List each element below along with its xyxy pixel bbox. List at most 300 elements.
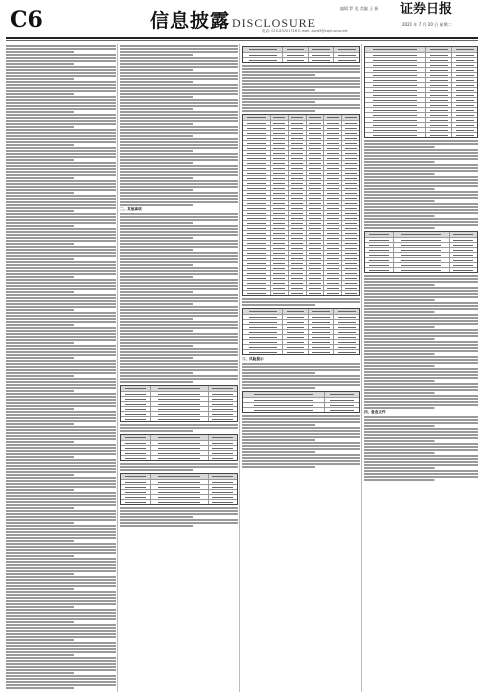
table-cell [306,151,324,155]
text-line [120,351,238,353]
text-line [364,296,478,298]
text-line [364,221,478,223]
table-row [365,252,477,257]
data-table [242,391,360,413]
text-line [364,338,478,340]
table-cell [341,266,359,270]
text-line [6,78,116,80]
text-line [6,582,116,584]
text-line [242,107,360,109]
text-line [6,45,116,47]
table-cell [270,161,288,165]
table-cell [323,241,341,245]
text-line [6,351,116,353]
table-cell [306,276,324,280]
table-cell [288,281,306,285]
table-cell [243,315,282,319]
text-line [120,93,238,95]
section-title-cn: 信息披露 [150,10,231,32]
text-line [242,77,360,79]
table-cell [288,276,306,280]
text-line [242,445,360,447]
text-line [6,222,116,224]
text-line [120,198,238,200]
table-cell [243,47,282,52]
text-line [6,375,116,377]
text-line [6,243,116,245]
table-cell [365,253,393,257]
text-line [6,444,116,446]
text-line [6,111,116,113]
table-cell [451,103,477,107]
text-line [120,378,238,380]
table-cell [333,350,359,354]
table-cell [121,451,150,455]
table-cell [323,211,341,215]
table-cell [208,392,238,396]
table-cell [365,83,425,87]
table-row [243,245,359,250]
text-line [120,156,238,158]
text-line [120,234,238,236]
table-cell [288,131,306,135]
table-cell [243,392,324,397]
text-line [364,203,478,205]
table-row [243,125,359,130]
text-line [6,603,116,605]
table-cell [449,248,478,252]
text-line [120,291,238,293]
table-cell [150,412,208,416]
text-line [364,467,478,469]
text-line [364,419,478,421]
table-cell [341,181,359,185]
table-row [365,267,477,272]
text-line [6,627,116,629]
text-line [364,350,478,352]
text-line [120,366,238,368]
table-row [121,445,237,450]
text-line [6,381,116,383]
text-line [6,357,116,359]
text-line [6,201,116,203]
table-cell [308,340,334,344]
table-cell [323,126,341,130]
data-table [120,473,238,505]
text-line [120,315,238,317]
table-cell [243,340,282,344]
text-line [6,261,116,263]
text-line [120,469,238,471]
text-line [120,63,238,65]
text-line [120,84,238,86]
text-line [242,439,360,441]
text-line [120,348,238,350]
table-cell [208,441,238,445]
table-cell [306,201,324,205]
text-line [242,83,360,85]
text-line [6,507,116,509]
table-cell [393,253,449,257]
table-cell [365,133,425,137]
table-row [243,205,359,210]
text-line [120,105,238,107]
table-cell [306,291,324,295]
table-row [243,324,359,329]
section-heading: 二、其他事项 [120,207,142,211]
table-cell [341,121,359,125]
table-row [243,155,359,160]
table-cell [288,171,306,175]
text-line [242,442,360,444]
text-line [364,398,478,400]
text-line [6,651,116,653]
table-cell [425,83,451,87]
text-line [6,633,116,635]
text-line [364,224,478,226]
text-line [6,570,116,572]
table-cell [243,241,270,245]
table-cell [341,261,359,265]
text-line [6,564,116,566]
table-cell [243,115,270,120]
text-line [242,366,360,368]
text-line [6,63,116,65]
text-line [6,543,116,545]
table-cell [270,246,288,250]
table-cell [451,83,477,87]
table-cell [323,196,341,200]
text-line [120,228,238,230]
text-line [242,427,360,429]
table-cell [270,286,288,290]
text-line [120,288,238,290]
text-line [6,132,116,134]
table-cell [150,495,208,499]
column-divider [239,44,240,692]
table-row [243,220,359,225]
table-cell [288,136,306,140]
table-row [365,52,477,57]
text-line [6,138,116,140]
table-cell [270,121,288,125]
text-line [6,399,116,401]
table-row [243,185,359,190]
text-line [6,645,116,647]
table-cell [323,206,341,210]
table-cell [323,176,341,180]
table-row [121,484,237,489]
text-line [6,669,116,671]
masthead-rule-thin [6,40,478,41]
text-line [6,609,116,611]
table-cell [150,407,208,411]
text-line [364,407,478,409]
text-line [364,308,478,310]
text-line [6,510,116,512]
table-row [243,265,359,270]
text-line [120,66,238,68]
table-cell [208,446,238,450]
text-line [6,534,116,536]
table-cell [288,206,306,210]
text-line [120,201,238,203]
text-line [364,365,478,367]
text-line [120,186,238,188]
text-line [6,345,116,347]
text-line [6,309,116,311]
table-row [365,92,477,97]
table-cell [323,216,341,220]
text-line [6,144,116,146]
table-row [121,416,237,421]
table-cell [150,480,208,484]
text-line [6,51,116,53]
table-cell [243,216,270,220]
table-cell [306,281,324,285]
text-line [120,171,238,173]
table-cell [288,266,306,270]
table-cell [425,63,451,67]
table-row [243,210,359,215]
text-line [6,465,116,467]
table-row [243,160,359,165]
text-line [242,89,360,91]
text-line [364,143,478,145]
text-line [364,458,478,460]
table-cell [243,345,282,349]
table-cell [451,88,477,92]
text-line [6,123,116,125]
text-line [120,294,238,296]
table-cell [288,291,306,295]
text-line [120,267,238,269]
text-line [120,219,238,221]
column-divider [361,44,362,692]
text-line [120,312,238,314]
text-line [364,341,478,343]
text-line [364,395,478,397]
text-line [364,461,478,463]
table-cell [365,108,425,112]
table-cell [208,456,238,460]
text-line [364,464,478,466]
table-row [121,401,237,406]
table-cell [282,345,308,349]
data-table [242,46,360,63]
table-cell [365,78,425,82]
table-cell [323,276,341,280]
text-line [120,159,238,161]
text-line [364,293,478,295]
data-table [242,308,360,355]
text-line [6,147,116,149]
text-line [6,474,116,476]
table-cell [451,63,477,67]
table-row [243,309,359,314]
text-line [6,135,116,137]
data-table [120,385,238,422]
table-cell [451,98,477,102]
table-cell [270,126,288,130]
text-line [6,108,116,110]
text-line [6,408,116,410]
table-cell [288,161,306,165]
text-line [6,396,116,398]
text-line [364,335,478,337]
table-cell [308,53,334,57]
text-line [364,152,478,154]
text-line [6,228,116,230]
table-row [243,349,359,354]
table-cell [341,166,359,170]
text-line [242,430,360,432]
table-cell [243,398,324,402]
table-row [365,102,477,107]
table-cell [121,456,150,460]
table-row [365,132,477,137]
table-cell [365,128,425,132]
text-line [6,537,116,539]
text-line [6,648,116,650]
table-row [121,455,237,460]
text-line [364,431,478,433]
text-line [120,117,238,119]
text-line [120,381,238,383]
text-line [6,312,116,314]
table-cell [288,261,306,265]
text-line [6,288,116,290]
text-line [364,428,478,430]
table-cell [270,115,288,120]
table-cell [288,126,306,130]
table-cell [150,500,208,504]
table-cell [323,261,341,265]
table-row [365,107,477,112]
text-line [364,437,478,439]
text-line [120,507,238,509]
table-cell [341,191,359,195]
table-cell [208,480,238,484]
text-line [6,117,116,119]
text-line [6,348,116,350]
text-line [6,129,116,131]
table-row [121,474,237,479]
table-row [365,112,477,117]
table-cell [365,103,425,107]
table-row [365,262,477,267]
text-line [120,360,238,362]
text-line [120,375,238,377]
text-line [6,93,116,95]
table-cell [365,58,425,62]
text-line [120,357,238,359]
text-line [6,192,116,194]
text-line [120,138,238,140]
text-line [120,342,238,344]
text-line [242,460,360,462]
table-cell [208,402,238,406]
text-line [364,212,478,214]
text-line [242,304,360,306]
text-line [6,426,116,428]
text-line [6,72,116,74]
table-cell [208,474,238,479]
text-line [242,104,360,106]
table-cell [393,263,449,267]
table-row [243,145,359,150]
table-cell [323,226,341,230]
table-cell [243,191,270,195]
table-cell [425,68,451,72]
text-line [242,74,360,76]
text-line [364,452,478,454]
text-line [364,371,478,373]
table-cell [365,73,425,77]
text-line [364,359,478,361]
table-row [365,247,477,252]
text-line [6,204,116,206]
text-line [364,140,478,142]
table-row [121,411,237,416]
text-line [6,183,116,185]
text-line [120,516,238,518]
text-line [120,69,238,71]
text-line [6,318,116,320]
table-cell [243,131,270,135]
table-cell [288,151,306,155]
text-line [120,72,238,74]
text-line [364,170,478,172]
text-line [6,495,116,497]
table-cell [341,291,359,295]
table-cell [341,271,359,275]
table-cell [451,78,477,82]
text-line [6,339,116,341]
table-cell [121,490,150,494]
text-line [120,327,238,329]
text-line [6,246,116,248]
table-cell [306,181,324,185]
text-line [120,522,238,524]
table-cell [208,412,238,416]
table-row [243,120,359,125]
text-line [364,227,478,229]
table-cell [365,98,425,102]
text-line [6,249,116,251]
text-line [6,594,116,596]
text-line [6,363,116,365]
table-cell [270,141,288,145]
table-cell [306,141,324,145]
text-line [6,342,116,344]
text-line [364,311,478,313]
text-line [6,540,116,542]
table-row [243,334,359,339]
table-row [243,135,359,140]
table-cell [425,93,451,97]
table-cell [425,53,451,57]
table-cell [341,156,359,160]
table-cell [306,115,324,120]
text-line [364,404,478,406]
section-title-en: DISCLOSURE [232,16,317,30]
table-cell [121,446,150,450]
text-line [242,95,360,97]
table-cell [341,136,359,140]
table-cell [243,166,270,170]
table-cell [288,231,306,235]
